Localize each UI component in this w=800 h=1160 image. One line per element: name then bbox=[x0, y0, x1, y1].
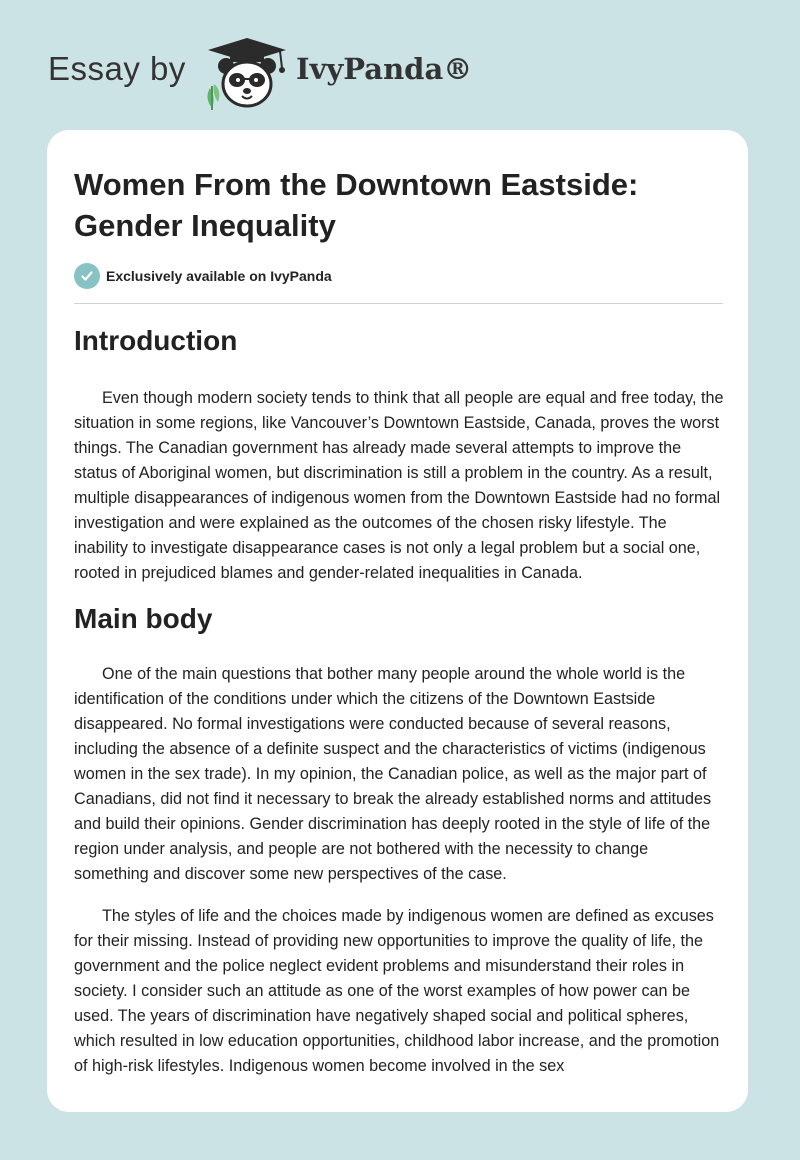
section-heading-main-body: Main body bbox=[74, 603, 213, 634]
exclusive-badge-text: Exclusively available on IvyPanda bbox=[106, 268, 332, 284]
paragraph: The styles of life and the choices made by indigenous women are defined as excuses for their missing. Instead of providing new opportunities to improve the quality of life, the government and the police neglect evident problems and misunderstand their roles in society. I consider such an attitude as one of the worst examples of how power can be used. The years of discrimination have negatively shaped social and political spheres, which resulted in low education opportunities, childhood labor increase, and the promotion of high-risk lifestyles. Indigenous women become involved in the sex bbox=[74, 907, 720, 1075]
essay-by-label: Essay by bbox=[48, 50, 186, 87]
section-heading-introduction: Introduction bbox=[74, 325, 238, 356]
essay-card bbox=[47, 130, 748, 1112]
site-header bbox=[0, 0, 800, 130]
title-divider bbox=[74, 303, 723, 304]
check-circle-icon bbox=[74, 263, 100, 289]
panda-graduate-icon[interactable] bbox=[200, 36, 295, 111]
brand-name[interactable]: IvyPanda® bbox=[296, 52, 473, 86]
exclusive-badge bbox=[74, 263, 332, 289]
paragraph: Even though modern society tends to think that all people are equal and free today, the situation in some regions, like Vancouver’s Downtown Eastside, Canada, proves the worst things. The Canadian government has already made several attempts to improve the status of Aboriginal women, but discrimination is still a problem in the country. As a result, multiple disappearances of indigenous women from the Downtown Eastside had no formal investigation and were explained as the outcomes of the chosen risky lifestyle. The inability to investigate disappearance cases is not only a legal problem but a social one, rooted in prejudiced blames and gender-related inequalities in Canada. bbox=[74, 389, 724, 582]
page-title: Women From the Downtown Eastside: Gender Inequality bbox=[74, 167, 639, 243]
paragraph: One of the main questions that bother many people around the whole world is the identification of the conditions under which the citizens of the Downtown Eastside disappeared. No formal investigations were conducted because of several reasons, including the absence of a definite suspect and the characteristics of victims (indigenous women in the sex trade). In my opinion, the Canadian police, as well as the major part of Canadians, did not find it necessary to break the already established norms and attitudes and build their opinions. Gender discrimination has deeply rooted in the style of life of the region under analysis, and people are not bothered with the necessity to change something and discover some new perspectives of the case. bbox=[74, 665, 712, 883]
